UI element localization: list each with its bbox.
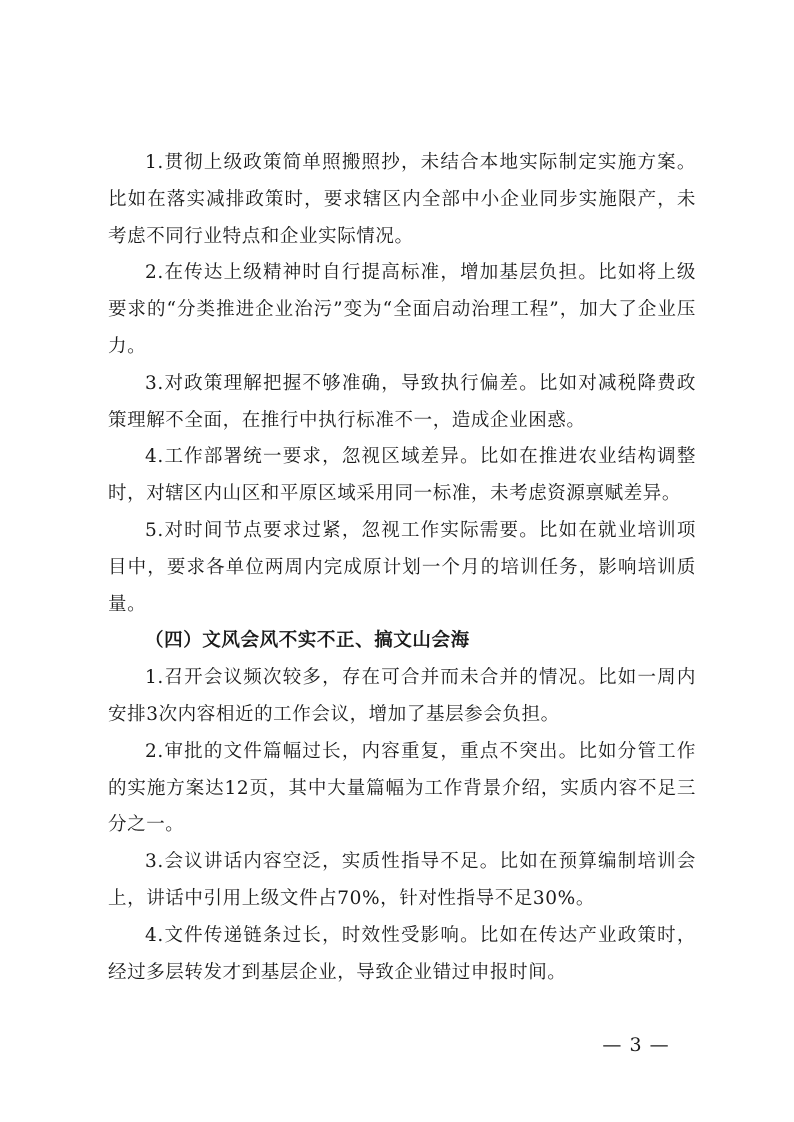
list-item-1: 1.贯彻上级政策简单照搬照抄，未结合本地实际制定实施方案。比如在落实减排政策时，要求辖区内全部中小企业同步实施限产，未考虑不同行业特点和企业实际情况。 — [108, 152, 696, 247]
page-number: — 3 — — [602, 1034, 670, 1056]
section-heading: （四）文风会风不实不正、搞文山会海 — [145, 630, 470, 652]
document-body — [108, 145, 696, 991]
list-item-2: 2.在传达上级精神时自行提高标准，增加基层负担。比如将上级要求的“分类推进企业治污”变为“全面启动治理工程”，加大了企业压力。 — [108, 262, 696, 357]
list-item-3: 3.对政策理解把握不够准确，导致执行偏差。比如对减税降费政策理解不全面，在推行中执行标准不一，造成企业困惑。 — [108, 372, 696, 431]
list-item-8: 3.会议讲话内容空泛，实质性指导不足。比如在预算编制培训会上，讲话中引用上级文件占70%，针对性指导不足30%。 — [108, 851, 696, 909]
list-item-5: 5.对时间节点要求过紧，忽视工作实际需要。比如在就业培训项目中，要求各单位两周内完成原计划一个月的培训任务，影响培训质量。 — [108, 519, 696, 615]
list-item-6: 1.召开会议频次较多，存在可合并而未合并的情况。比如一周内安排3次内容相近的工作会议，增加了基层参会负担。 — [108, 667, 696, 725]
list-item-9: 4.文件传递链条过长，时效性受影响。比如在传达产业政策时，经过多层转发才到基层企业，导致企业错过申报时间。 — [108, 924, 696, 983]
list-item-7: 2.审批的文件篇幅过长，内容重复，重点不突出。比如分管工作的实施方案达12页，其中大量篇幅为工作背景介绍，实质内容不足三分之一。 — [108, 740, 696, 836]
list-item-4: 4.工作部署统一要求，忽视区域差异。比如在推进农业结构调整时，对辖区内山区和平原区域采用同一标准，未考虑资源禀赋差异。 — [108, 446, 696, 505]
